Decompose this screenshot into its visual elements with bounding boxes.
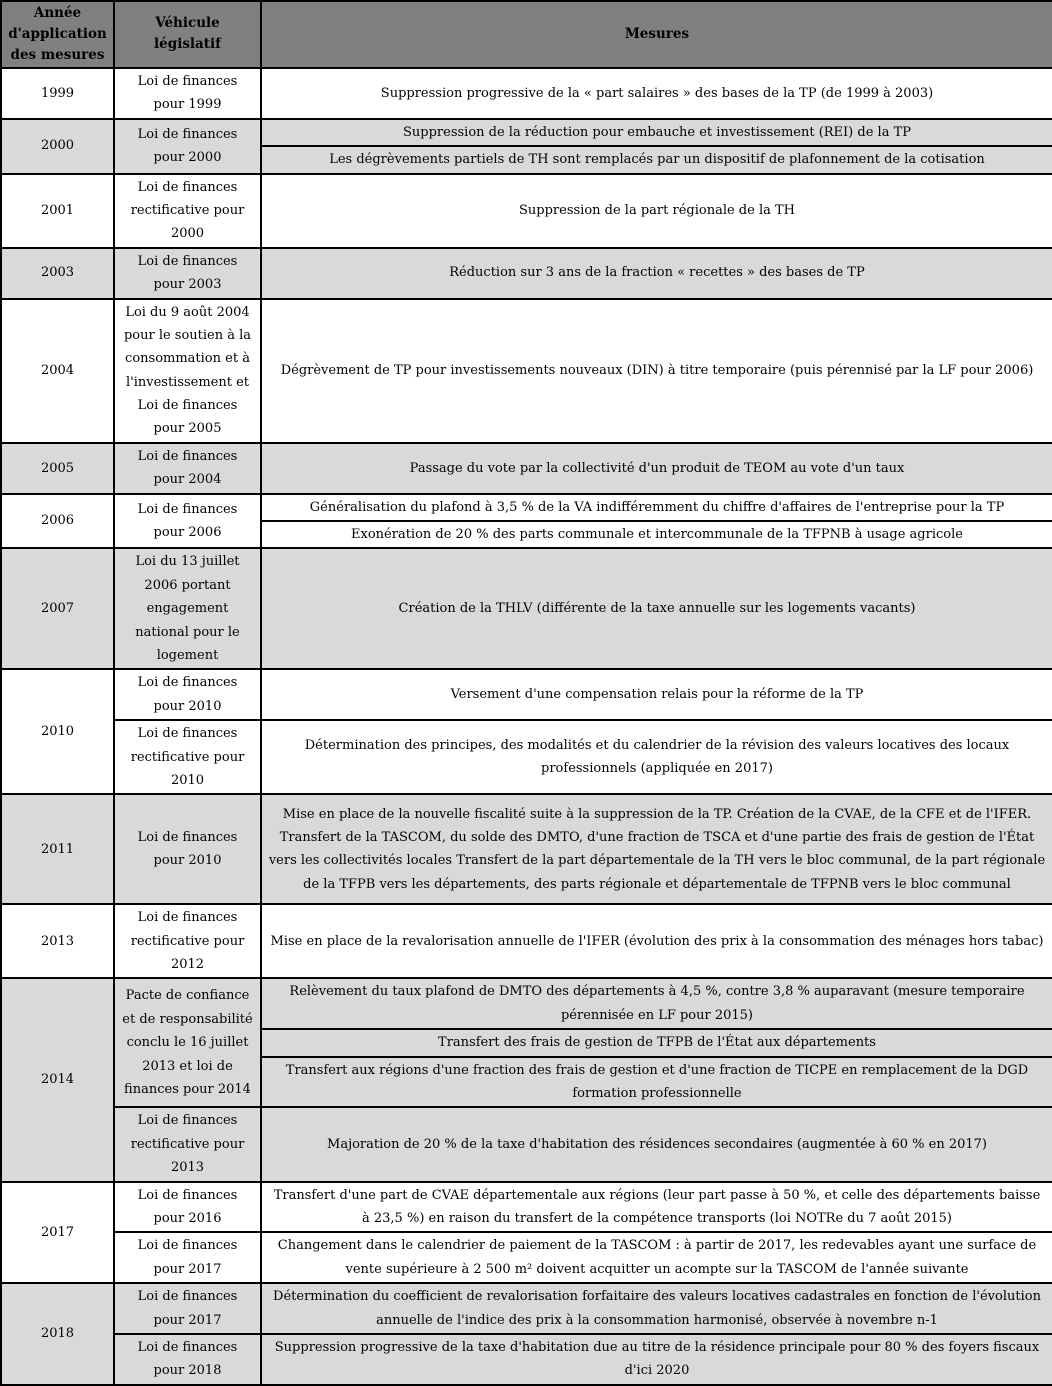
year-cell: 2003: [1, 248, 114, 299]
vehicle-cell: Loi de finances pour 2018: [114, 1334, 261, 1385]
year-cell: 2006: [1, 494, 114, 549]
table-row: [1, 494, 1052, 521]
vehicle-cell: Pacte de confiance et de responsabilité conclu le 16 juillet 2013 et loi de finances pour 2014: [114, 978, 261, 1107]
vehicle-cell: Loi de finances rectificative pour 2013: [114, 1107, 261, 1181]
table-row: [1, 1334, 1052, 1385]
measure-cell: Réduction sur 3 ans de la fraction « recettes » des bases de TP: [261, 248, 1052, 299]
measure-cell: Mise en place de la revalorisation annuelle de l'IFER (évolution des prix à la consommation des ménages hors tabac): [261, 904, 1052, 978]
measure-cell: Généralisation du plafond à 3,5 % de la VA indifféremment du chiffre d'affaires de l'entreprise pour la TP: [261, 494, 1052, 521]
table-row: [1, 1107, 1052, 1181]
table-row: [1, 1283, 1052, 1334]
measure-cell: Versement d'une compensation relais pour la réforme de la TP: [261, 669, 1052, 720]
measure-cell: Suppression progressive de la « part salaires » des bases de la TP (de 1999 à 2003): [261, 68, 1052, 119]
table-row: [1, 1232, 1052, 1283]
year-cell: 2011: [1, 794, 114, 904]
measure-cell: Transfert des frais de gestion de TFPB de l'État aux départements: [261, 1029, 1052, 1056]
vehicle-cell: Loi de finances pour 2017: [114, 1232, 261, 1283]
measure-cell: Relèvement du taux plafond de DMTO des départements à 4,5 %, contre 3,8 % auparavant (mesure temporaire pérennisée en LF pour 2015): [261, 978, 1052, 1029]
year-cell: 2001: [1, 174, 114, 248]
table-row: [1, 1182, 1052, 1233]
measure-cell: Exonération de 20 % des parts communale et intercommunale de la TFPNB à usage agricole: [261, 521, 1052, 548]
measure-cell: Majoration de 20 % de la taxe d'habitation des résidences secondaires (augmentée à 60 % en 2017): [261, 1107, 1052, 1181]
year-cell: 2017: [1, 1182, 114, 1284]
measure-cell: Détermination du coefficient de revalorisation forfaitaire des valeurs locatives cadastrales en fonction de l'évolution annuelle de l'indice des prix à la consommation harmonisé, observée à novembre n-1: [261, 1283, 1052, 1334]
vehicle-cell: Loi de finances pour 2010: [114, 669, 261, 720]
year-cell: 2018: [1, 1283, 114, 1385]
measure-cell: Changement dans le calendrier de paiement de la TASCOM : à partir de 2017, les redevables ayant une surface de vente supérieure à 2 500 m² doivent acquitter un acompte sur la TASCOM de l'année suivante: [261, 1232, 1052, 1283]
year-cell: 1999: [1, 68, 114, 119]
header-row: [1, 1, 1052, 68]
table-row: [1, 248, 1052, 299]
year-cell: 2000: [1, 119, 114, 174]
vehicle-cell: Loi de finances rectificative pour 2000: [114, 174, 261, 248]
table-row: [1, 68, 1052, 119]
year-cell: 2005: [1, 443, 114, 494]
vehicle-cell: Loi de finances pour 2017: [114, 1283, 261, 1334]
vehicle-cell: Loi de finances pour 2006: [114, 494, 261, 549]
measure-cell: Suppression de la part régionale de la TH: [261, 174, 1052, 248]
year-cell: 2010: [1, 669, 114, 794]
measure-cell: Détermination des principes, des modalités et du calendrier de la révision des valeurs locatives des locaux professionnels (appliquée en 2017): [261, 720, 1052, 794]
year-cell: 2013: [1, 904, 114, 978]
vehicle-cell: Loi de finances rectificative pour 2010: [114, 720, 261, 794]
table-row: [1, 904, 1052, 978]
vehicle-cell: Loi de finances rectificative pour 2012: [114, 904, 261, 978]
measure-cell: Suppression de la réduction pour embauche et investissement (REI) de la TP: [261, 119, 1052, 146]
header-year: Année d'application des mesures: [1, 1, 114, 68]
vehicle-cell: Loi de finances pour 2003: [114, 248, 261, 299]
vehicle-cell: Loi de finances pour 2010: [114, 794, 261, 904]
table-row: [1, 174, 1052, 248]
header-vehicle: Véhicule législatif: [114, 1, 261, 68]
vehicle-cell: Loi du 13 juillet 2006 portant engagement national pour le logement: [114, 548, 261, 669]
vehicle-cell: Loi de finances pour 2004: [114, 443, 261, 494]
table-row: [1, 794, 1052, 904]
table-row: [1, 978, 1052, 1029]
table-row: [1, 720, 1052, 794]
table-row: [1, 669, 1052, 720]
vehicle-cell: Loi de finances pour 2016: [114, 1182, 261, 1233]
measure-cell: Transfert aux régions d'une fraction des frais de gestion et d'une fraction de TICPE en remplacement de la DGD formation professionnelle: [261, 1057, 1052, 1108]
year-cell: 2004: [1, 299, 114, 443]
measure-cell: Transfert d'une part de CVAE départementale aux régions (leur part passe à 50 %, et celle des départements baisse à 23,5 %) en raison du transfert de la compétence transports (loi NOTRe du 7 août 2015): [261, 1182, 1052, 1233]
measure-cell: Les dégrèvements partiels de TH sont remplacés par un dispositif de plafonnement de la cotisation: [261, 146, 1052, 173]
measure-cell: Dégrèvement de TP pour investissements nouveaux (DIN) à titre temporaire (puis pérennisé par la LF pour 2006): [261, 299, 1052, 443]
measure-cell: Suppression progressive de la taxe d'habitation due au titre de la résidence principale pour 80 % des foyers fiscaux d'ici 2020: [261, 1334, 1052, 1385]
vehicle-cell: Loi du 9 août 2004 pour le soutien à la consommation et à l'investissement et Loi de finances pour 2005: [114, 299, 261, 443]
table-row: [1, 299, 1052, 443]
header-measures: Mesures: [261, 1, 1052, 68]
vehicle-cell: Loi de finances pour 1999: [114, 68, 261, 119]
year-cell: 2014: [1, 978, 114, 1181]
vehicle-cell: Loi de finances pour 2000: [114, 119, 261, 174]
measure-cell: Création de la THLV (différente de la taxe annuelle sur les logements vacants): [261, 548, 1052, 669]
table-row: [1, 119, 1052, 146]
measure-cell: Passage du vote par la collectivité d'un produit de TEOM au vote d'un taux: [261, 443, 1052, 494]
table-header: [1, 1, 1052, 68]
year-cell: 2007: [1, 548, 114, 669]
table-row: [1, 443, 1052, 494]
table-row: [1, 548, 1052, 669]
measure-cell: Mise en place de la nouvelle fiscalité suite à la suppression de la TP. Création de la CVAE, de la CFE et de l'IFER. Transfert de la TASCOM, du solde des DMTO, d'une fraction de TSCA et d'une partie des frais de gestion de l'État vers les collectivités locales Transfert de la part départementale de la TH vers le bloc communal, de la part régionale de la TFPB vers les départements, des parts régionale et départementale de TFPNB vers le bloc communal: [261, 794, 1052, 904]
